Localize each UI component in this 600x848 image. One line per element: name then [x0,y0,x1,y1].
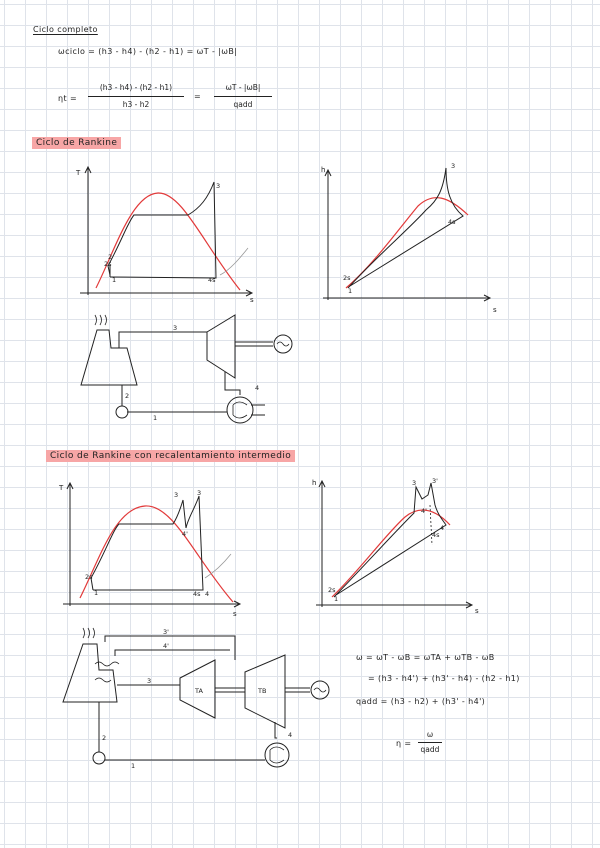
rankine-plant-diagram [75,310,305,430]
section-title-complete-cycle: Ciclo completo [33,25,98,34]
section-title-reheat: Ciclo de Rankine con recalentamiento intermedio [46,450,295,462]
reheat-work-equation: ω = ωT - ωB = ωTA + ωTB - ωB [356,653,495,662]
hs-point-1: 1 [348,287,353,295]
reheat-hs-point-4: 4 [440,524,445,532]
reheat-plant-point-1: 1 [131,762,136,770]
plant-point-2: 2 [125,392,130,400]
reheat-ts-point-4s: 4s [193,590,201,598]
efficiency-denominator: h3 - h2 [122,100,150,109]
ts-point-4s: 4s [208,276,216,284]
reheat-ts-point-1: 1 [94,589,99,597]
section-title-rankine: Ciclo de Rankine [32,137,121,149]
reheat-hs-diagram [310,475,490,615]
reheat-ts-y-label: T [59,484,64,492]
ts-point-3: 3 [216,182,221,190]
reheat-hs-point-1: 1 [334,595,339,603]
reheat-hs-point-2s: 2s [328,586,336,594]
reheat-plant-point-3: 3 [147,677,152,685]
reheat-hs-point-4prime: 4' [421,507,427,515]
fraction-bar [88,96,184,97]
efficiency-lhs: ηt = [58,94,78,103]
ts-x-label: s [250,296,254,304]
efficiency-numerator-2: ωT - |ωB| [225,83,261,92]
reheat-fraction-bar [418,742,442,743]
efficiency-numerator: (h3 - h4) - (h2 - h1) [99,83,173,92]
reheat-hs-point-4s: 4s [432,531,440,539]
ts-point-1: 1 [112,276,117,284]
reheat-ts-point-3b: 3 [197,489,202,497]
reheat-qadd-equation: qadd = (h3 - h2) + (h3' - h4') [356,697,486,706]
hs-point-4s: 4s [448,218,456,226]
reheat-efficiency-numerator: ω [426,730,434,739]
reheat-plant-point-4: 4 [288,731,293,739]
hs-y-label: h [321,166,326,174]
turbine-a-label: TA [195,687,203,695]
fraction-bar-2 [214,96,272,97]
rankine-ts-diagram [70,160,270,310]
cycle-work-equation: ωciclo = (h3 - h4) - (h2 - h1) = ωT - |ωB| [58,47,238,56]
reheat-hs-point-3: 3 [412,479,417,487]
hs-x-label: s [493,306,497,314]
reheat-ts-point-4: 4 [205,590,210,598]
reheat-efficiency-denominator: qadd [420,745,440,754]
hs-point-2s: 2s [343,274,351,282]
ts-point-2s: 2s [104,260,112,268]
reheat-ts-diagram [55,478,255,618]
plant-point-4: 4 [255,384,260,392]
reheat-hs-point-3b: 3' [432,477,438,485]
reheat-efficiency-lhs: η = [396,739,412,748]
reheat-work-equation-expanded: = (h3 - h4') + (h3' - h4) - (h2 - h1) [368,674,520,683]
ts-point-2: 2 [108,253,113,261]
reheat-ts-point-4prime: 4' [182,530,188,538]
efficiency-equals: = [194,92,202,101]
reheat-plant-point-3b: 3' [163,628,169,636]
reheat-plant-diagram [55,620,345,770]
rankine-hs-diagram [318,160,508,314]
reheat-plant-point-4prime: 4' [163,642,169,650]
reheat-ts-point-2s: 2s [85,573,93,581]
reheat-ts-point-3: 3 [174,491,179,499]
reheat-plant-point-2: 2 [102,734,107,742]
efficiency-denominator-2: qadd [233,100,253,109]
hs-point-3: 3 [451,162,456,170]
turbine-b-label: TB [258,687,267,695]
reheat-hs-y-label: h [312,479,317,487]
plant-point-1: 1 [153,414,158,422]
plant-point-3: 3 [173,324,178,332]
reheat-ts-x-label: s [233,610,237,618]
ts-y-label: T [76,169,81,177]
reheat-hs-x-label: s [475,607,479,615]
